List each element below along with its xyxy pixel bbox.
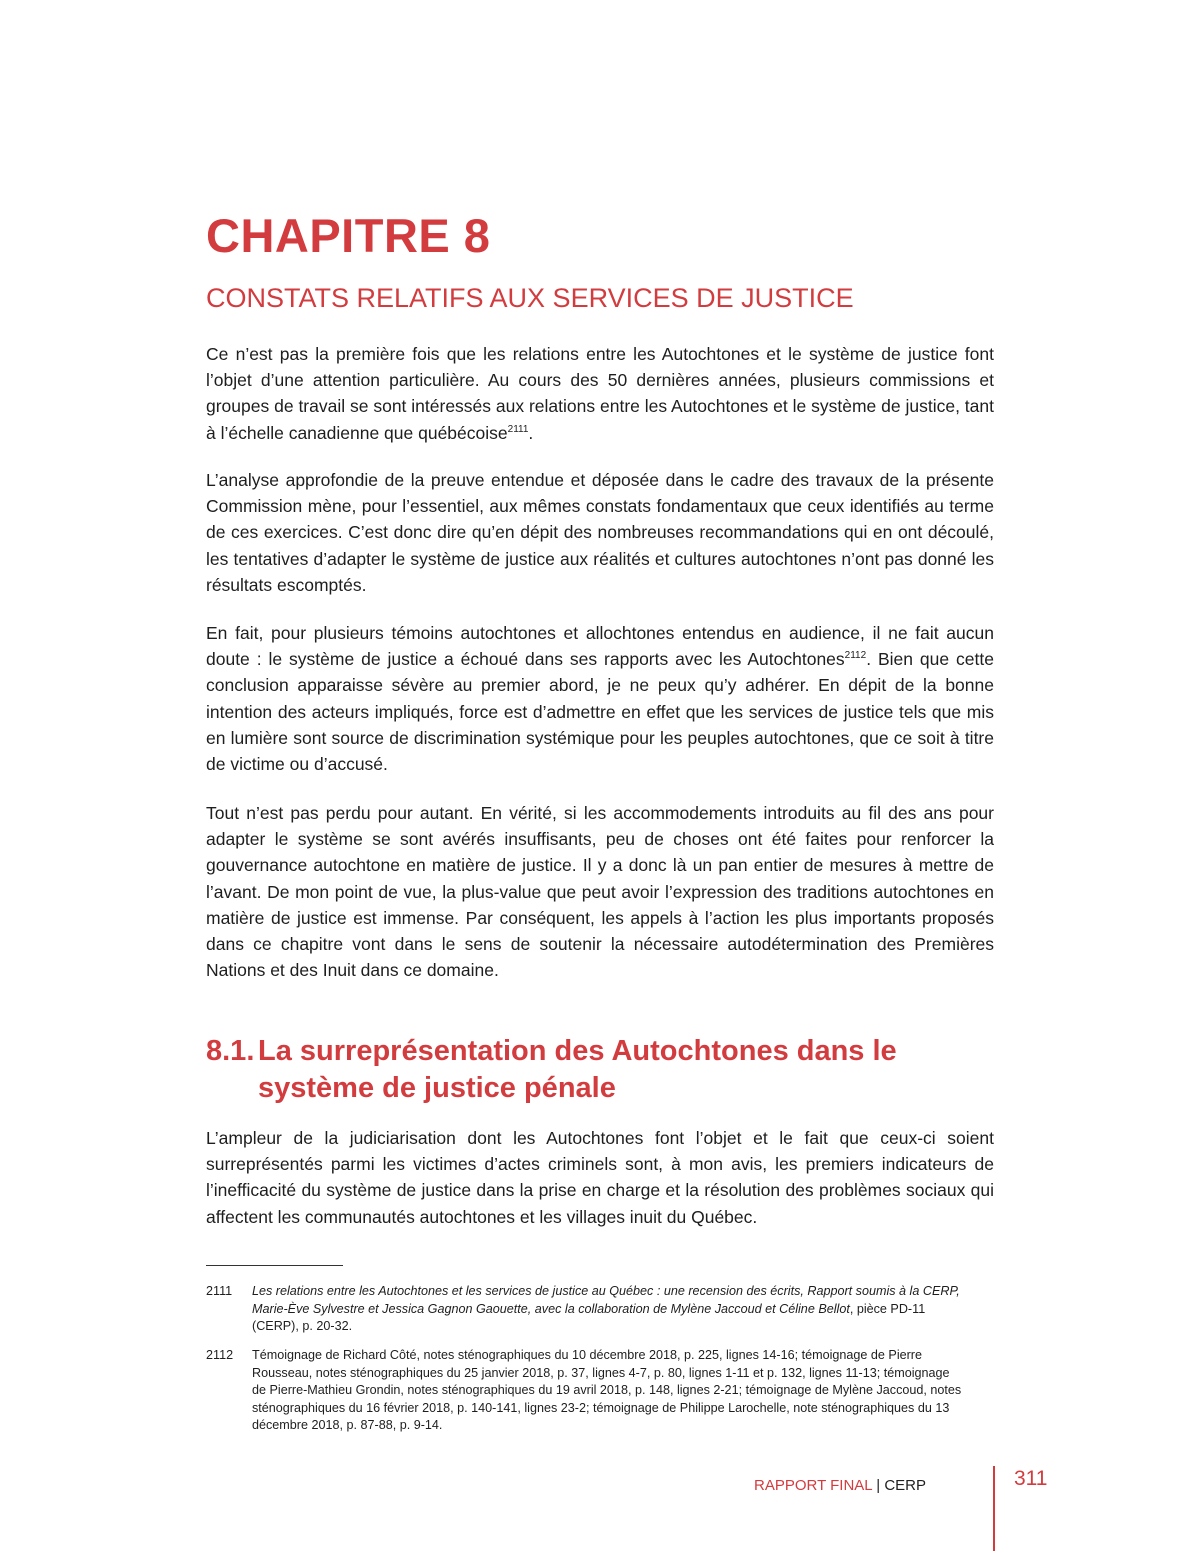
report-title: RAPPORT FINAL [754, 1477, 873, 1494]
footer-separator: | [872, 1477, 885, 1494]
section-title-line1: La surreprésentation des Autochtones dans le [258, 1035, 897, 1067]
footnote-text: Témoignage de Richard Côté, notes sténographiques du 10 décembre 2018, p. 225, lignes 14-16; témoignage de Pierre Rousseau, notes sténographiques du 25 janvier 2018, p. 37, lignes 4-7, p. 80, lignes 1-11 et p. 132, lignes 11-13; témoignage de Pierre-Mathieu Grondin, notes sténographiques du 19 avril 2018, p. 148, lignes 2-21; témoignage de Mylène Jaccoud, notes sténographiques du 16 février 2018, p. 140-141, lignes 23-2; témoignage de Philippe Larochelle, note sténographiques du 13 décembre 2018, p. 87-88, p. 9-14. [252, 1348, 962, 1432]
footnote-number: 2112 [206, 1348, 234, 1362]
page-number: 311 [1014, 1467, 1048, 1490]
chapter-title: CHAPITRE 8 [206, 209, 491, 262]
paragraph-intro [206, 341, 994, 446]
paragraph-failure [206, 620, 994, 777]
section-heading-8-1 [206, 1033, 996, 1107]
org-name: CERP [884, 1477, 927, 1494]
footnote-divider [206, 1265, 343, 1266]
paragraph-text: En fait, pour plusieurs témoins autochtones et allochtones entendus en audience, il ne fait aucun doute : le système de justice a échoué dans ses rapports avec les Autochtones [206, 623, 994, 670]
paragraph-governance: Tout n’est pas perdu pour autant. En vérité, si les accommodements introduits au fil des ans pour adapter le système se sont avérés insuffisants, peu de choses ont été faites pour renforcer la gouvernance autochtone en matière de justice. Il y a donc là un pan entier de mesures à mettre de l’avant. De mon point de vue, la plus-value que peut avoir l’expression des traditions autochtones en matière de justice est immense. Par conséquent, les appels à l’action les plus importants proposés dans ce chapitre vont dans le sens de soutenir la nécessaire autodétermination des Premières Nations et des Inuit dans ce domaine. [206, 803, 994, 981]
footer-divider [993, 1466, 995, 1551]
chapter-subtitle: CONSTATS RELATIFS AUX SERVICES DE JUSTICE [206, 283, 854, 313]
paragraph-end: . [528, 422, 534, 443]
footnote-text [252, 1283, 966, 1336]
footer-report-label [754, 1476, 926, 1496]
paragraph-text-cont: . Bien que cette conclusion apparaisse sévère au premier abord, je ne peux qu’y adhérer. En dépit de la bonne intention des acteurs impliqués, force est d’admettre en effet que les services de justice tels que mis en lumière sont source de discrimination systémique pour les peuples autochtones, que ce soit à titre de victime ou d’accusé. [206, 649, 994, 775]
paragraph-overrepresentation: L’ampleur de la judiciarisation dont les Autochtones font l’objet et le fait que ceux-ci soient surreprésentés parmi les victimes d’actes criminels sont, à mon avis, les premiers indicateurs de l’inefficacité du système de justice dans la prise en charge et la résolution des problèmes sociaux qui affectent les communautés autochtones et les villages inuit du Québec. [206, 1128, 994, 1227]
section-number: 8.1. [206, 1035, 255, 1067]
footnote-title: Les relations entre les Autochtones et les services de justice au Québec : une recension des écrits, Rapport soumis à la CERP, Marie-Ève Sylvestre et Jessica Gagnon Gaouette, avec la collaboration de Mylène Jaccoud et Céline Bellot [252, 1284, 960, 1316]
paragraph-text: Ce n’est pas la première fois que les relations entre les Autochtones et le système de justice font l’objet d’une attention particulière. Au cours des 50 dernières années, plusieurs commissions et groupes de travail se sont intéressés aux relations entre les Autochtones et le système de justice, tant à l’échelle canadienne que québécoise [206, 344, 994, 443]
footnote-source: , pièce PD-11 (CERP), p. 20-32. [252, 1301, 926, 1333]
footnote-number: 2111 [206, 1284, 233, 1298]
footnote-ref-2111[interactable]: 2111 [507, 423, 529, 435]
footnote-ref-2112[interactable]: 2112 [844, 650, 867, 662]
paragraph-analysis: L’analyse approfondie de la preuve entendue et déposée dans le cadre des travaux de la présente Commission mène, pour l’essentiel, aux mêmes constats fondamentaux que ceux identifiés au terme de ces exercices. C’est donc dire qu’en dépit des nombreuses recommandations qui en ont découlé, les tentatives d’adapter le système de justice aux réalités et cultures autochtones n’ont pas donné les résultats escomptés. [206, 470, 994, 595]
section-title-line2: système de justice pénale [258, 1072, 616, 1104]
footnote-2112 [206, 1347, 966, 1435]
footnote-2111 [206, 1283, 966, 1336]
